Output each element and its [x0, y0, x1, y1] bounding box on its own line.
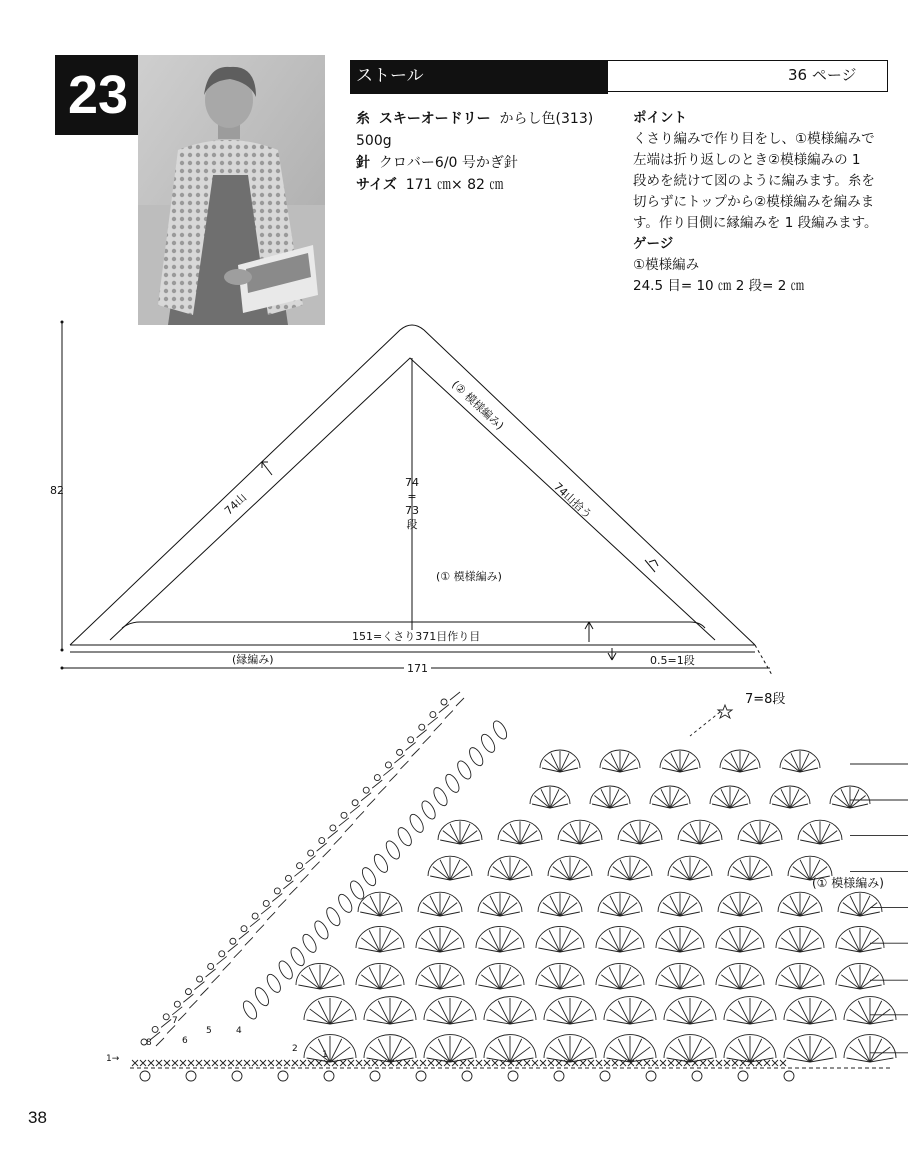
tip-rows-label: 7=8段: [745, 692, 786, 707]
yarn-amount: 500g: [356, 133, 392, 149]
pattern-number: 23: [55, 55, 141, 135]
point-line: す。作り目側に縁編みを 1 段編みます。: [633, 215, 878, 231]
chart-row-number: 4: [236, 1026, 242, 1036]
chart-pattern-label: (① 模様編み): [812, 876, 884, 890]
chart-row-number: 7: [172, 1016, 178, 1026]
point-heading: ポイント: [633, 110, 687, 126]
center-height-top: 74: [405, 476, 419, 489]
border-pattern-label: (縁編み): [232, 653, 274, 666]
width-total-label: 171: [404, 662, 431, 676]
right-edge-pattern-label: (② 模様編み): [449, 378, 507, 433]
chart-row-number: 5: [206, 1026, 212, 1036]
needle-label: 針: [356, 155, 370, 171]
chart-row-number: 1: [322, 1050, 328, 1060]
chart-start-marker: 1→: [106, 1054, 120, 1064]
chart-row-number: 6: [182, 1036, 188, 1046]
pattern-title: ストール: [356, 66, 424, 86]
point-line: くさり編みで作り目をし、①模様編みで: [633, 131, 875, 147]
border-rows-label: 0.5=1段: [650, 654, 695, 667]
gauge-heading: ゲージ: [633, 236, 674, 252]
center-height-rows: 73: [405, 504, 419, 517]
needle-value: クロバー6/0 号かぎ針: [378, 155, 518, 171]
yarn-name: スキーオードリー: [378, 111, 491, 127]
right-edge-label: 74山拾う: [551, 480, 595, 522]
point-line: 左端は折り返しのとき②模様編みの 1: [633, 152, 861, 168]
page-number: 38: [28, 1108, 47, 1127]
center-pattern-label: (① 模様編み): [436, 570, 502, 583]
point-line: 切らずにトップから②模様編みを編みま: [633, 194, 875, 210]
gauge-value: 24.5 目= 10 ㎝ 2 段= 2 ㎝: [633, 278, 805, 294]
page-reference: 36 ページ: [788, 66, 857, 84]
left-edge-label: 74山: [222, 490, 250, 518]
chart-row-number: 8: [146, 1038, 152, 1048]
height-total-label: 82: [50, 484, 64, 497]
point-line: 段めを続けて図のように編みます。糸を: [633, 173, 875, 189]
size-value: 171 ㎝× 82 ㎝: [405, 177, 504, 193]
yarn-color: からし色(313): [499, 111, 594, 127]
center-height-unit: 段: [406, 518, 418, 531]
size-label: サイズ: [356, 177, 397, 193]
center-height-eq: =: [407, 490, 417, 503]
chart-row-number: 2: [292, 1044, 298, 1054]
gauge-pattern: ①模様編み: [633, 257, 700, 273]
yarn-label: 糸: [356, 111, 370, 127]
base-chain-label: 151=くさり371目作り目: [352, 630, 481, 643]
